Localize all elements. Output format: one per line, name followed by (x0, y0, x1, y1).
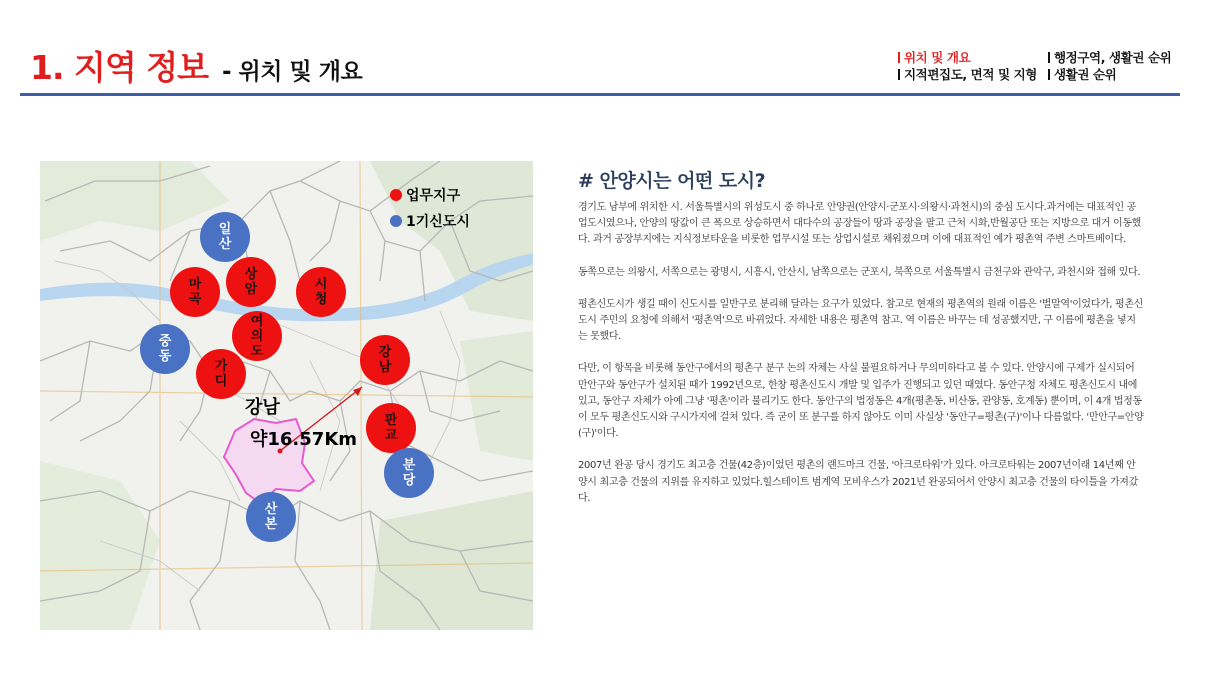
nav-item-cadastral-area-terrain[interactable]: 지적편집도, 면적 및 지형 (898, 66, 1037, 83)
district-yeouido: 여 의 도 (232, 311, 282, 361)
article-paragraph-1: 경기도 남부에 위치한 시. 서울특별시의 위성도시 중 하나로 안양권(안양시·군포시·의왕시·과천시)의 중심 도시다.과거에는 대표적인 공업도시였으나, 안양의 땅값이 큰 폭으로 상승하면서 대다수의 공장들이 땅과 공장을 팔고 근처 시화,반월공단 또는 지방으로 대거 이동했다. 과거 공장부지에는 지식정보타운을 비롯한 업무시설 또는 상업시설로 채워졌으며 이에 대표적인 예가 평촌역 주변 스마트베이다. (578, 202, 1141, 246)
region-map (40, 161, 533, 630)
legend-work-label: 업무지구 (406, 188, 461, 204)
district-pangyo: 판 교 (366, 403, 416, 453)
distance-label: 강남 (245, 397, 280, 418)
legend-work-district (390, 185, 460, 205)
legend-work-dot (390, 189, 402, 201)
title-sub: - 위치 및 개요 (222, 59, 363, 85)
article-paragraph-2: 동쪽으로는 의왕시, 서쪽으로는 광명시, 시흥시, 안산시, 남쪽으로는 군포시, 북쪽으로 서울특별시 금천구와 관악구, 과천시와 접해 있다. (578, 266, 1141, 278)
header-divider (20, 93, 1180, 96)
legend-newtown (390, 211, 470, 231)
nav-item-living-ranking[interactable]: 생활권 순위 (1048, 66, 1171, 83)
map-background (40, 161, 533, 630)
nav-item-location-overview[interactable]: 위치 및 개요 (898, 49, 1037, 66)
district-bundang: 분 당 (384, 448, 434, 498)
district-magok: 마 곡 (170, 267, 220, 317)
distance-value: 약16.57Km (250, 429, 358, 450)
article-paragraph-3: 평촌신도시가 생길 때이 신도시를 일반구로 분리해 달라는 요구가 있었다. 참고로 현재의 평촌역의 원래 이름은 '벌말역'이었다가, 평촌신도시 주민의 요청에 의해서 '평촌역'으로 바뀌었다. 자세한 내용은 평촌역 참고. 역 이름은 바꾸는 데 성공했지만, 구 이름에 평촌을 넣지는 못했다. (578, 298, 1143, 343)
title-main: 1. 지역 정보 (30, 48, 208, 87)
district-gasan-digital: 가 디 (196, 349, 246, 399)
district-gangnam: 강 남 (360, 335, 410, 385)
district-ilsan: 일 산 (200, 212, 250, 262)
district-sicheong: 시 청 (296, 267, 346, 317)
page-title (30, 42, 362, 88)
article-heading: # 안양시는 어떤 도시? (578, 170, 766, 192)
section-nav-col-2 (1048, 49, 1171, 83)
section-nav-col-1 (898, 49, 1037, 83)
article-body (578, 200, 1144, 523)
district-sangam: 상 암 (226, 257, 276, 307)
legend-newtown-dot (390, 215, 402, 227)
nav-item-admin-ranking[interactable]: 행정구역, 생활권 순위 (1048, 49, 1171, 66)
district-sanbon: 산 본 (246, 492, 296, 542)
legend-newtown-label: 1기신도시 (406, 214, 470, 230)
article-paragraph-5: 2007년 완공 당시 경기도 최고층 건물(42층)이었던 평촌의 랜드마크 건물, '아크로타워'가 있다. 아크로타워는 2007년이래 14년째 안양시 최고층 건물의 지위를 유지하고 있었다.힐스테이트 범계역 모비우스가 2021년 완공되어서 안양시 최고층 건물의 타이틀을 가져갔다. (578, 460, 1138, 504)
article-paragraph-4: 다만, 이 항목을 비롯해 동안구에서의 평촌구 분구 논의 자체는 사실 불필요하거나 무의미하다고 볼 수 있다. 안양시에 구제가 실시되어 만안구와 동안구가 설치된 때가 1992년으로, 한창 평촌신도시 개발 및 입주가 진행되고 있던 때였다. 동안구청 자체도 평촌신도시 내에 있고, 동안구 자체가 아예 그냥 '평촌'이라 불리기도 한다. 동안구의 법정동은 4개(평촌동, 비산동, 관양동, 호계동) 뿐이며, 이 4개 법정동이 모두 평촌신도시와 구시가지에 걸쳐 있다. 즉 굳이 또 분구를 하지 않아도 이미 사실상 '동안구=평촌(구)'이나 다름없다. '만안구=안양(구)'이다. (578, 363, 1144, 440)
district-jungdong: 중 동 (140, 324, 190, 374)
